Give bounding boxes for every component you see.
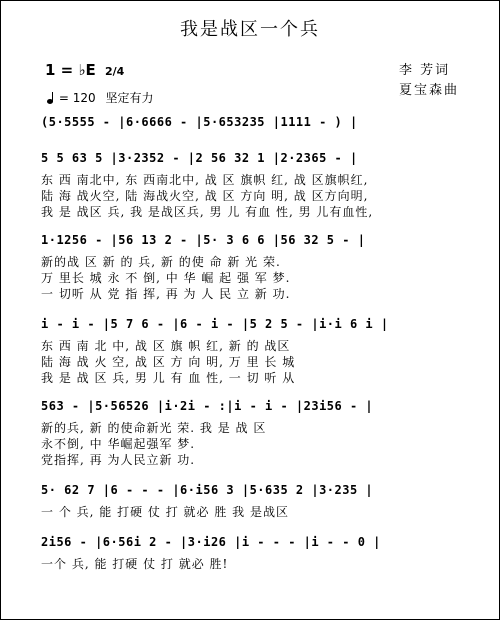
tempo-marking [47,89,153,106]
lyric-line-5-verse-3: 党指挥, 再 为人民立新 功. [41,453,196,467]
notation-line-4: i - i - |5 7 6 - |6 - i - |5 2 5 - |i·i 6 i | [41,317,389,331]
lyric-line-7: 一个 兵, 能 打硬 仗 打 就必 胜! [41,557,229,571]
tempo-expression: 坚定有力 [105,91,154,105]
notation-line-3: 1·1256 - |56 13 2 - |5· 3 6 6 |56 32 5 - | [41,233,366,247]
lyric-line-5-verse-2: 永不倒, 中 华崛起强军 梦. [41,437,196,451]
lyric-line-4-verse-3: 我 是 战 区 兵, 男 儿 有 血 性, 一 切 听 从 [41,371,296,385]
tempo-bpm: = 120 [58,91,96,105]
composer-credit: 夏宝森曲 [399,83,460,98]
lyric-line-2-verse-3: 我 是 战区 兵, 我 是战区兵, 男 儿 有血 性, 男 儿有血性, [41,205,374,219]
notation-line-5: 563 - |5·56526 |i·2i - :|i - i - |23i56 - | [41,399,374,413]
notation-line-1: (5·5555 - |6·6666 - |5·653235 |1111 - ) | [41,115,358,129]
notation-line-7: 2i56 - |6·56i 2 - |3·i26 |i - - - |i - - 0 | [41,535,381,549]
quarter-note-icon [47,99,53,104]
lyric-line-2-verse-2: 陆 海 战火空, 陆 海战火空, 战 区 方向 明, 战 区方向明, [41,189,369,203]
lyric-line-2-verse-1: 东 西 南北中, 东 西南北中, 战 区 旗帜 红, 战 区旗帜红, [41,173,369,187]
key-signature-text: 1 = ♭E [45,61,96,79]
lyricist-credit: 李 芳词 [399,63,451,78]
song-title: 我是战区一个兵 [180,19,320,40]
lyric-line-6: 一 个 兵, 能 打硬 仗 打 就必 胜 我 是战区 [41,505,289,519]
lyric-line-4-verse-2: 陆 海 战 火 空, 战 区 方 向 明, 万 里 长 城 [41,355,296,369]
notation-line-2: 5 5 63 5 |3·2352 - |2 56 32 1 |2·2365 - | [41,151,358,165]
key-signature [45,61,124,79]
lyric-line-3-verse-1: 新的战 区 新 的 兵, 新 的使 命 新 光 荣. [41,255,281,269]
lyric-line-3-verse-2: 万 里长 城 永 不 倒, 中 华 崛 起 强 军 梦. [41,271,291,285]
notation-line-6: 5· 62 7 |6 - - - |6·i56 3 |5·635 2 |3·235 | [41,483,374,497]
time-signature: 2/4 [105,65,125,78]
lyric-line-5-verse-1: 新的兵, 新 的使命新光 荣. 我 是 战 区 [41,421,267,435]
lyric-line-3-verse-3: 一 切听 从 党 指 挥, 再 为 人 民 立 新 功. [41,287,291,301]
lyric-line-4-verse-1: 东 西 南 北 中, 战 区 旗 帜 红, 新 的 战区 [41,339,291,353]
